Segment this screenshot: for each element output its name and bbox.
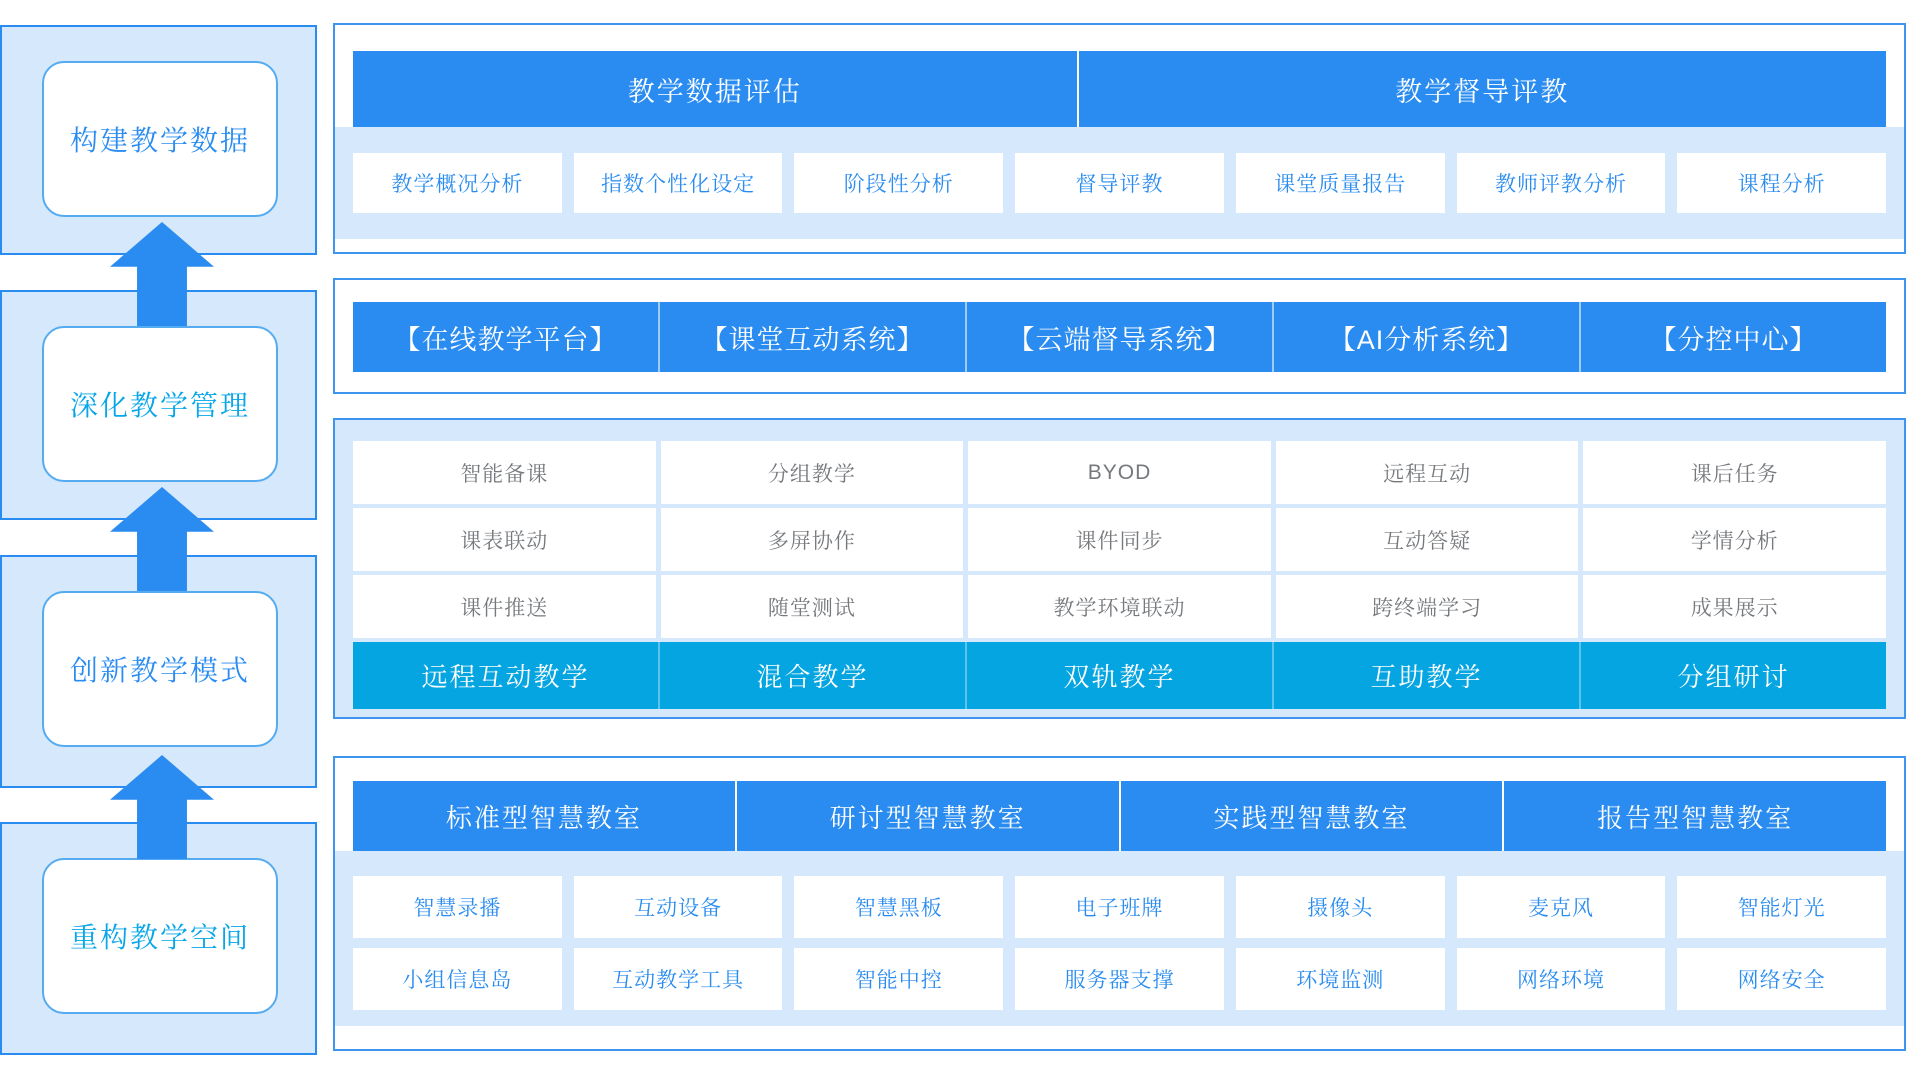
- device-chip: 智慧黑板: [794, 876, 1003, 938]
- device-chip: 网络安全: [1677, 948, 1886, 1010]
- device-chip: 小组信息岛: [353, 948, 562, 1010]
- platform-cell: 【在线教学平台】: [393, 324, 618, 355]
- device-chip: 网络环境: [1457, 948, 1666, 1010]
- classroom-chip-strip: [335, 851, 1904, 1026]
- eval-chip: 课程分析: [1677, 153, 1886, 213]
- grid-cell: 多屏协作: [661, 508, 964, 571]
- device-chip: 环境监测: [1236, 948, 1445, 1010]
- evaluation-section: [333, 23, 1906, 254]
- classroom-header: 研讨型智慧教室: [737, 781, 1119, 851]
- device-chip: 智慧录播: [353, 876, 562, 938]
- grid-cell: 课件推送: [353, 575, 656, 638]
- device-chip: 摄像头: [1236, 876, 1445, 938]
- flow-panel-1: [0, 25, 317, 255]
- stage-box-deepen-teaching-management: 深化教学管理: [42, 326, 278, 482]
- grid-cell: 互动答疑: [1276, 508, 1579, 571]
- classroom-section: [333, 756, 1906, 1051]
- mode-cell: 双轨教学: [965, 642, 1272, 709]
- teaching-mode-row: [353, 642, 1886, 709]
- teaching-feature-grid: [353, 441, 1886, 638]
- grid-cell: 课件同步: [968, 508, 1271, 571]
- device-chip: 互动设备: [574, 876, 783, 938]
- device-chip: 电子班牌: [1015, 876, 1224, 938]
- platform-cell: 【云端督导系统】: [965, 302, 1272, 372]
- platform-cell: 【分控中心】: [1579, 302, 1886, 372]
- grid-cell: 成果展示: [1583, 575, 1886, 638]
- classroom-header: 报告型智慧教室: [1504, 781, 1886, 851]
- platform-cell: 【课堂互动系统】: [658, 302, 965, 372]
- device-chip: 服务器支撑: [1015, 948, 1224, 1010]
- device-chip: 麦克风: [1457, 876, 1666, 938]
- mode-cell: 远程互动教学: [421, 662, 590, 692]
- evaluation-chip-strip: [335, 127, 1904, 239]
- device-chip: 互动教学工具: [574, 948, 783, 1010]
- eval-chip: 指数个性化设定: [574, 153, 783, 213]
- classroom-header-row: [353, 781, 1886, 851]
- mode-cell: 分组研讨: [1579, 642, 1886, 709]
- eval-header-supervision: 教学督导评教: [1079, 51, 1886, 127]
- grid-cell: 智能备课: [353, 441, 656, 504]
- classroom-header: 实践型智慧教室: [1121, 781, 1503, 851]
- grid-cell: 跨终端学习: [1276, 575, 1579, 638]
- grid-cell: 随堂测试: [661, 575, 964, 638]
- evaluation-header-row: [353, 51, 1886, 127]
- eval-header-teaching-data: 教学数据评估: [353, 51, 1077, 127]
- eval-chip: 教学概况分析: [353, 153, 562, 213]
- device-chip: 智能灯光: [1677, 876, 1886, 938]
- device-chip-row: [353, 948, 1886, 1010]
- grid-cell: 分组教学: [661, 441, 964, 504]
- platform-section: [333, 278, 1906, 394]
- platform-cell: 【AI分析系统】: [1272, 302, 1579, 372]
- grid-cell: BYOD: [968, 441, 1271, 504]
- eval-chip: 课堂质量报告: [1236, 153, 1445, 213]
- eval-chip: 阶段性分析: [794, 153, 1003, 213]
- mode-cell: 互助教学: [1272, 642, 1579, 709]
- grid-cell: 学情分析: [1583, 508, 1886, 571]
- stage-box-build-teaching-data: 构建教学数据: [42, 61, 278, 217]
- grid-cell: 远程互动: [1276, 441, 1579, 504]
- device-chip: 智能中控: [794, 948, 1003, 1010]
- stage-box-rebuild-teaching-space: 重构教学空间: [42, 858, 278, 1014]
- teaching-mode-section: [333, 418, 1906, 719]
- device-chip-row: [353, 876, 1886, 938]
- platform-bar: [353, 302, 1886, 372]
- grid-cell: 教学环境联动: [968, 575, 1271, 638]
- grid-cell: 课表联动: [353, 508, 656, 571]
- eval-chip: 教师评教分析: [1457, 153, 1666, 213]
- eval-chip: 督导评教: [1015, 153, 1224, 213]
- stage-box-innovate-teaching-mode: 创新教学模式: [42, 591, 278, 747]
- classroom-header: 标准型智慧教室: [353, 781, 735, 851]
- mode-cell: 混合教学: [658, 642, 965, 709]
- grid-cell: 课后任务: [1583, 441, 1886, 504]
